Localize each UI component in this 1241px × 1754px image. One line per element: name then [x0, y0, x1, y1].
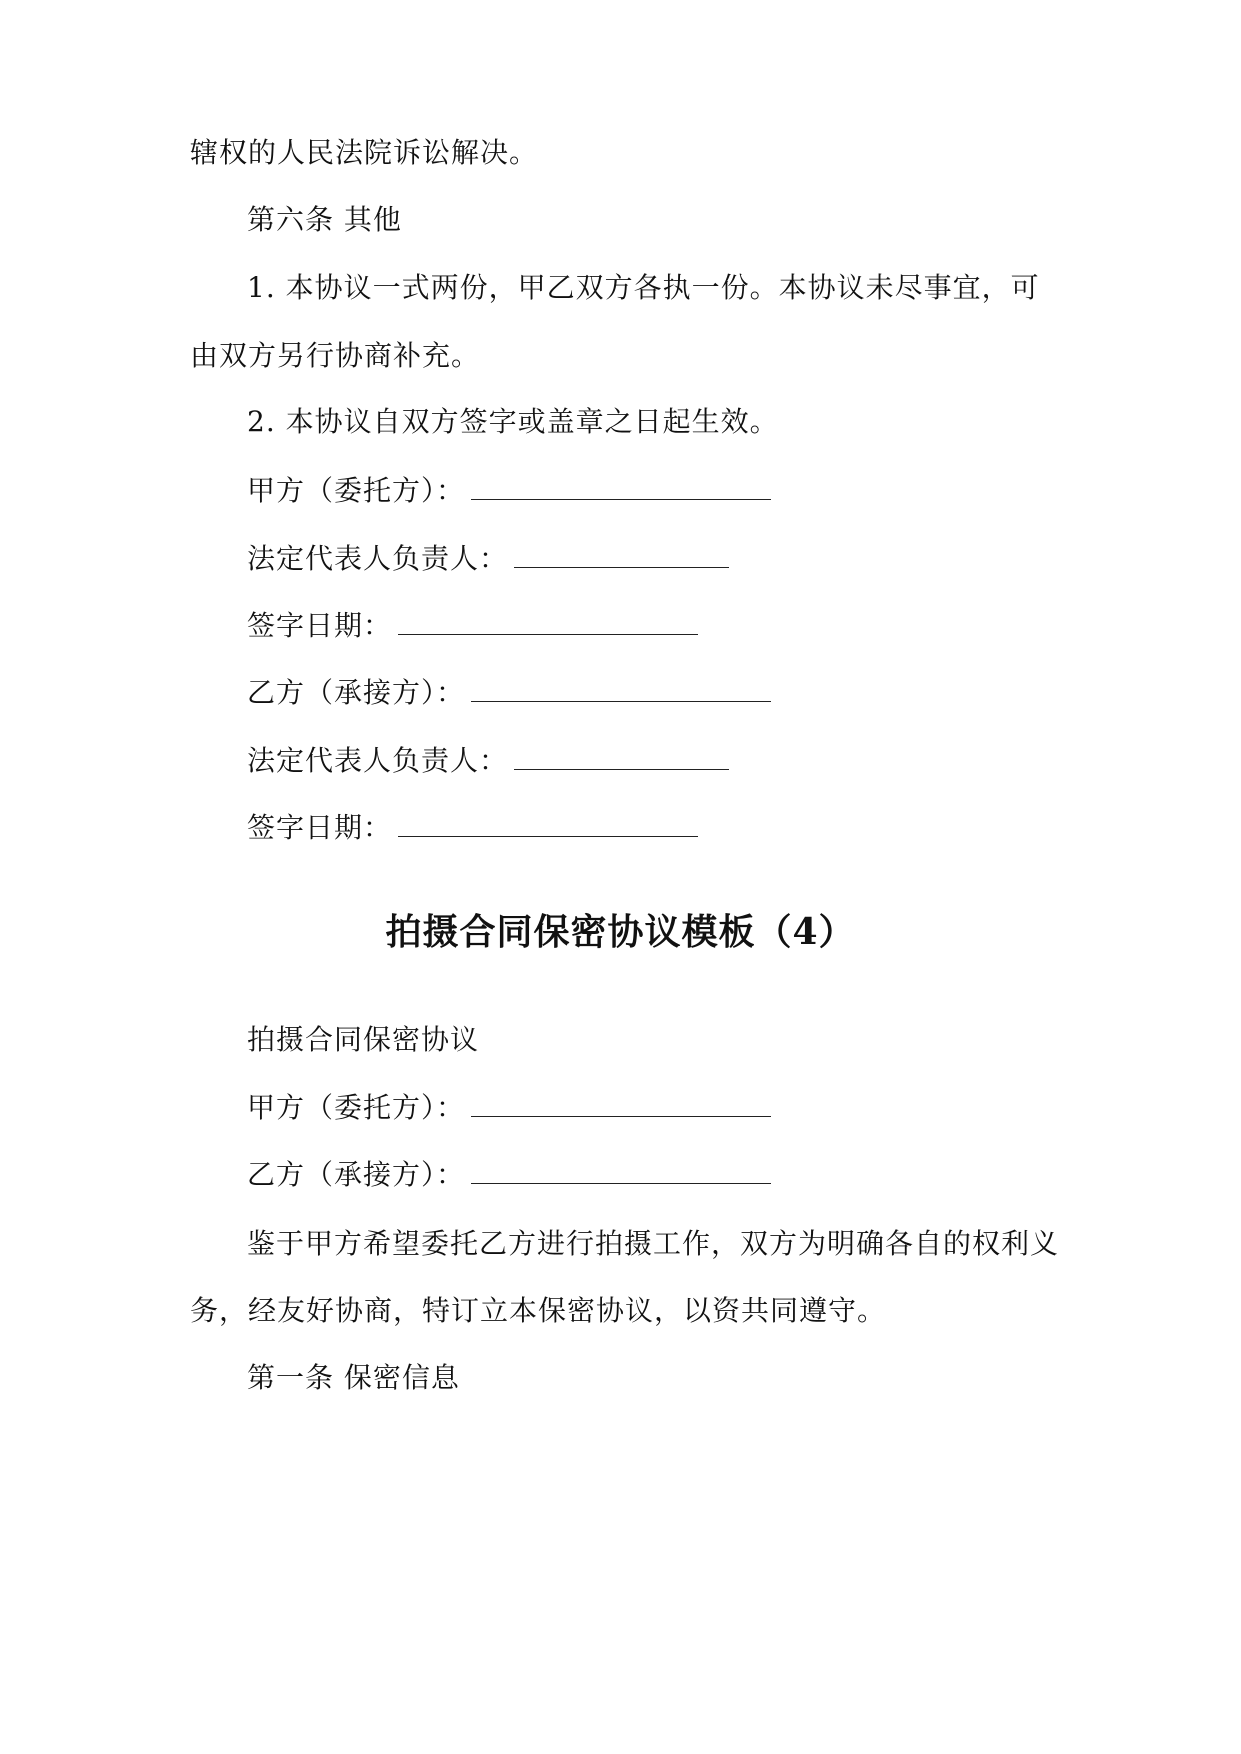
- legal-rep-b-blank: [514, 741, 729, 770]
- party-b-label: 乙方（承接方）：: [247, 676, 466, 709]
- date-b-label: 签字日期：: [247, 811, 393, 844]
- section-party-b: [247, 1155, 771, 1195]
- party-b-blank: [471, 673, 771, 702]
- section-party-b-blank: [471, 1155, 771, 1184]
- article-heading: 第六条 其他: [247, 203, 402, 236]
- signature-legal-rep-a: [247, 539, 729, 579]
- text-line: 2. 本协议自双方签字或盖章之日起生效。: [247, 405, 779, 438]
- signature-party-b: [247, 673, 771, 713]
- section-party-a-label: 甲方（委托方）：: [247, 1091, 466, 1124]
- article-heading: 第一条 保密信息: [247, 1361, 460, 1394]
- section-subtitle: 拍摄合同保密协议: [247, 1023, 480, 1056]
- signature-legal-rep-b: [247, 741, 729, 781]
- signature-date-b: [247, 808, 698, 848]
- party-a-label: 甲方（委托方）：: [247, 474, 466, 507]
- date-b-blank: [398, 808, 698, 837]
- signature-party-a: [247, 471, 771, 511]
- signature-date-a: [247, 606, 698, 646]
- text-line: 鉴于甲方希望委托乙方进行拍摄工作，双方为明确各自的权利义: [247, 1227, 1060, 1260]
- legal-rep-b-label: 法定代表人负责人：: [247, 744, 509, 777]
- text-line: 辖权的人民法院诉讼解决。: [190, 136, 539, 169]
- text-line: 务，经友好协商，特订立本保密协议，以资共同遵守。: [190, 1294, 887, 1327]
- legal-rep-a-label: 法定代表人负责人：: [247, 542, 509, 575]
- text-line: 1. 本协议一式两份，甲乙双方各执一份。本协议未尽事宜，可: [247, 271, 1040, 304]
- party-a-blank: [471, 471, 771, 500]
- section-title: 拍摄合同保密协议模板（4）: [385, 911, 856, 953]
- section-party-b-label: 乙方（承接方）：: [247, 1158, 466, 1191]
- date-a-blank: [398, 606, 698, 635]
- section-party-a: [247, 1088, 771, 1128]
- text-line: 由双方另行协商补充。: [190, 339, 481, 372]
- date-a-label: 签字日期：: [247, 609, 393, 642]
- section-party-a-blank: [471, 1088, 771, 1117]
- legal-rep-a-blank: [514, 539, 729, 568]
